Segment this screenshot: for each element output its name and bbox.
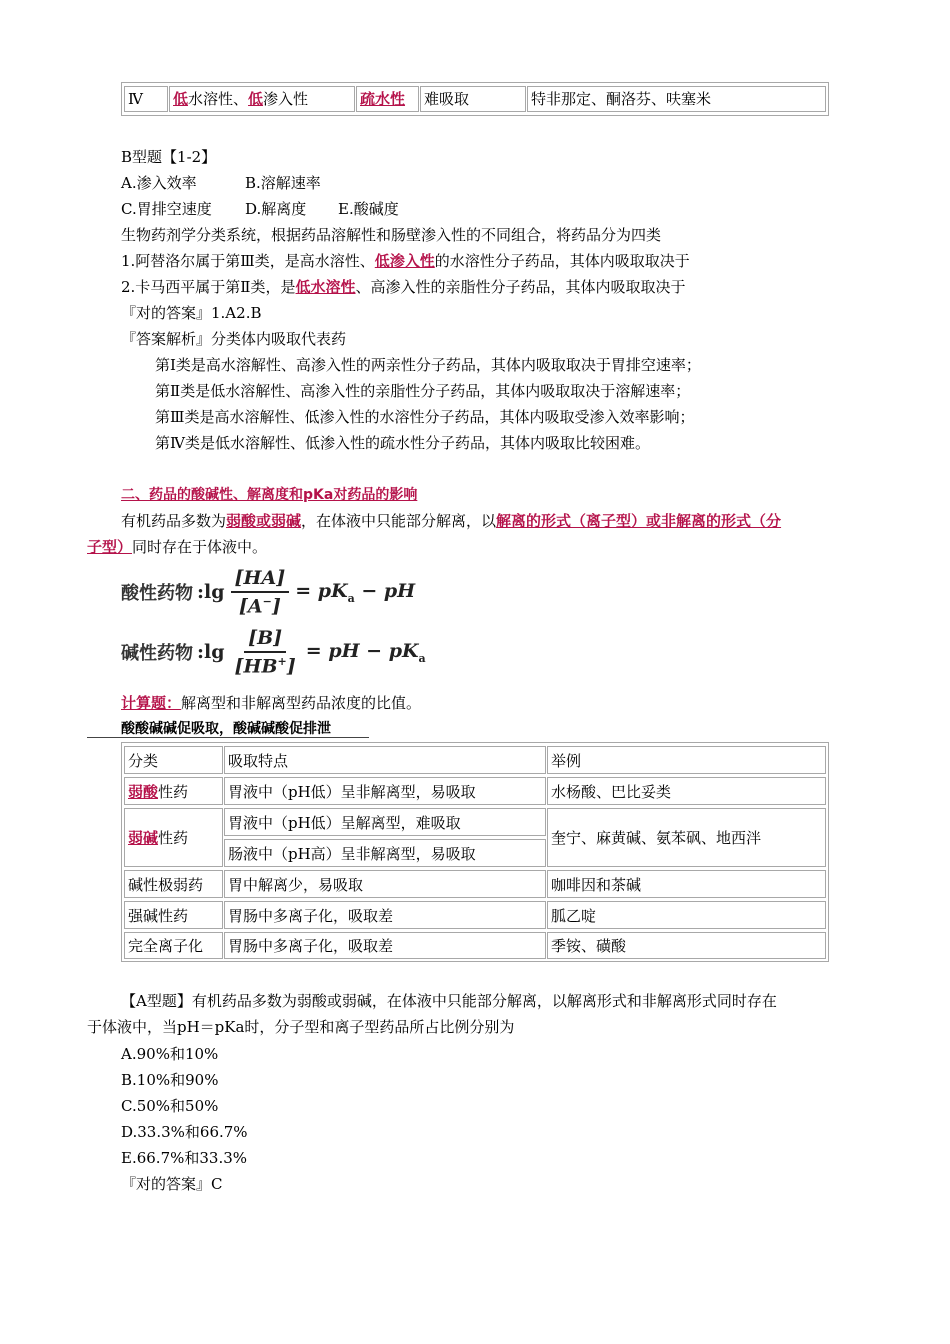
a-option-a: A.90%和10% [121, 1045, 219, 1063]
b-option-d: D.解离度 [245, 200, 307, 218]
weak-acid-feature-text: 胃液中（pH低）呈非解离型，易吸取 [228, 782, 476, 801]
table-row-weak-base-feature-intestine [224, 839, 546, 867]
table-header-examples-text: 举例 [551, 751, 582, 770]
solubility-highlight-1: 低 [173, 90, 189, 108]
table-row-weak-acid-example [547, 777, 826, 805]
solubility-text-2: 渗入性 [263, 90, 309, 108]
table-row-strong-base-feature [224, 901, 546, 929]
absorption-rule: 酸酸碱碱促吸取，酸碱碱酸促排泄 [121, 721, 331, 737]
table-row-weak-base-category [124, 808, 223, 867]
a-question-line-1: 【A型题】有机药品多数为弱酸或弱碱，在体液中只能部分解离，以解离形式和非解离形式同时存在 [121, 992, 777, 1010]
b-q2-pre: 2.卡马西平属于第Ⅱ类，是 [121, 278, 296, 296]
solubility-highlight-2: 低 [248, 90, 264, 108]
weak-base-suffix: 性药 [158, 829, 189, 847]
section-paragraph-line-1 [121, 510, 781, 531]
a-option-d: D.33.3%和66.7% [121, 1123, 248, 1141]
analysis-line-1: 第Ⅰ类是高水溶解性、高渗入性的两亲性分子药品，其体内吸取取决于胃排空速率； [155, 356, 701, 374]
table-row-very-weak-base-example [547, 870, 826, 898]
formula-base: 碱性药物 :lg $\frac{[B]}{[HB^+]}$ = pH − $pK_a$ [121, 626, 426, 678]
b-answer: 『对的答案』1.A2.B [121, 304, 262, 322]
table-header-examples [547, 746, 826, 774]
top-table-row [121, 82, 829, 116]
top-table-property: 疏水性 [360, 90, 406, 108]
a-option-e: E.66.7%和33.3% [121, 1149, 248, 1167]
analysis-line-3: 第Ⅲ类是高水溶解性、低渗入性的水溶性分子药品，其体内吸取受渗入效率影响； [155, 408, 695, 426]
analysis-line-4: 第Ⅳ类是低水溶解性、低渗入性的疏水性分子药品，其体内吸取比较困难。 [155, 434, 650, 452]
b-option-e: E.酸碱度 [338, 200, 399, 218]
strong-base-example-text: 胍乙啶 [551, 906, 597, 925]
a-question-line-2: 于体液中，当pH＝pKa时，分子型和离子型药品所占比例分别为 [87, 1018, 515, 1036]
b-option-a: A.渗入效率 [121, 174, 197, 192]
formula-base-label: 碱性药物 [121, 643, 193, 664]
strong-base-category-text: 强碱性药 [128, 906, 189, 925]
b-option-b: B.溶解速率 [245, 174, 321, 192]
table-row-fully-ionized-example [547, 932, 826, 959]
weak-acid-highlight: 弱酸 [128, 782, 159, 801]
table-header-features-text: 吸取特点 [228, 751, 289, 770]
formula-acid-fraction: $\frac{[HA]}{[A^-]}$ [231, 567, 290, 617]
table-row-fully-ionized-feature [224, 932, 546, 959]
top-table-example: 特非那定、酮洛芬、呋塞米 [531, 90, 712, 108]
table-row-very-weak-base-feature [224, 870, 546, 898]
table-header-features [224, 746, 546, 774]
very-weak-base-example-text: 咖啡因和茶碱 [551, 875, 642, 894]
top-table-absorb-cell [420, 86, 526, 112]
para-mid: ，在体液中只能部分解离，以 [301, 512, 497, 530]
strong-base-feature-text: 胃肠中多离子化，吸取差 [228, 906, 394, 925]
para-highlight-weak: 弱酸或弱碱 [226, 512, 302, 530]
very-weak-base-category-text: 碱性极弱药 [128, 875, 204, 894]
top-table-property-cell [356, 86, 419, 112]
a-option-c: C.50%和50% [121, 1097, 219, 1115]
top-table-example-cell [527, 86, 826, 112]
fully-ionized-category-text: 完全离子化 [128, 937, 204, 955]
weak-acid-suffix: 性药 [158, 782, 189, 801]
b-q1-pre: 1.阿替洛尔属于第Ⅲ类，是高水溶性、 [121, 252, 375, 270]
b-question-1 [121, 250, 690, 271]
b-question-header: B型题【1-2】 [121, 148, 217, 166]
b-q2-post: 、高渗入性的亲脂性分子药品，其体内吸取取决于 [355, 278, 686, 296]
formula-base-fraction: $\frac{[B]}{[HB^+]}$ [234, 626, 296, 678]
table-row-weak-acid-category [124, 777, 223, 805]
b-question-stem: 生物药剂学分类系统，根据药品溶解性和肠壁渗入性的不同组合，将药品分为四类 [121, 226, 662, 244]
section-paragraph-line-2 [87, 536, 267, 557]
table-row-weak-base-example [547, 808, 826, 867]
b-q2-highlight: 低水溶性 [295, 278, 356, 296]
table-row-weak-acid-feature [224, 777, 546, 805]
para-post: 同时存在于体液中。 [132, 538, 268, 556]
absorption-table [121, 742, 829, 962]
weak-base-feature-stomach-text: 胃液中（pH低）呈解离型，难吸取 [228, 813, 461, 832]
rule-underline [87, 737, 369, 738]
table-header-category-text: 分类 [128, 751, 159, 770]
table-row-weak-base-feature-stomach [224, 808, 546, 836]
table-row-very-weak-base-category [124, 870, 223, 898]
formula-acid: 酸性药物 :lg $\frac{[HA]}{[A^-]}$ = $pK_a$ − pH [121, 566, 416, 618]
top-table-class-cell [124, 86, 168, 112]
top-table-class: Ⅳ [128, 90, 143, 108]
weak-base-example-text: 奎宁、麻黄碱、氨苯砜、地西泮 [551, 829, 762, 847]
a-option-b: B.10%和90% [121, 1071, 219, 1089]
top-table-solubility-cell [169, 86, 355, 112]
fully-ionized-example-text: 季铵、磺酸 [551, 937, 627, 955]
formula-acid-label: 酸性药物 [121, 583, 193, 604]
table-header-category [124, 746, 223, 774]
para-highlight-molecular: 子型） [87, 538, 133, 556]
calc-line [121, 692, 421, 713]
para-highlight-forms: 解离的形式（离子型）或非解离的形式（分 [496, 512, 782, 530]
calc-label: 计算题： [121, 694, 182, 712]
weak-base-highlight: 弱碱 [128, 829, 159, 847]
analysis-line-2: 第Ⅱ类是低水溶解性、高渗入性的亲脂性分子药品，其体内吸取取决于溶解速率； [155, 382, 691, 400]
b-option-c: C.胃排空速度 [121, 200, 212, 218]
b-q1-highlight: 低渗入性 [374, 252, 435, 270]
a-answer: 『对的答案』C [121, 1175, 223, 1193]
b-q1-post: 的水溶性分子药品，其体内吸取取决于 [434, 252, 690, 270]
para-pre: 有机药品多数为 [121, 512, 227, 530]
top-table-absorb: 难吸取 [424, 90, 470, 108]
solubility-text-1: 水溶性、 [188, 90, 249, 108]
fully-ionized-feature-text: 胃肠中多离子化，吸取差 [228, 937, 394, 955]
table-row-strong-base-category [124, 901, 223, 929]
table-row-fully-ionized-category [124, 932, 223, 959]
table-row-strong-base-example [547, 901, 826, 929]
very-weak-base-feature-text: 胃中解离少，易吸取 [228, 875, 364, 894]
section-heading: 二、药品的酸碱性、解离度和pKa对药品的影响 [121, 487, 418, 503]
b-question-2 [121, 276, 686, 297]
calc-text: 解离型和非解离型药品浓度的比值。 [181, 694, 422, 712]
weak-acid-example-text: 水杨酸、巴比妥类 [551, 782, 672, 801]
weak-base-feature-intestine-text: 肠液中（pH高）呈非解离型，易吸取 [228, 844, 476, 863]
b-analysis: 『答案解析』分类体内吸取代表药 [121, 330, 347, 348]
